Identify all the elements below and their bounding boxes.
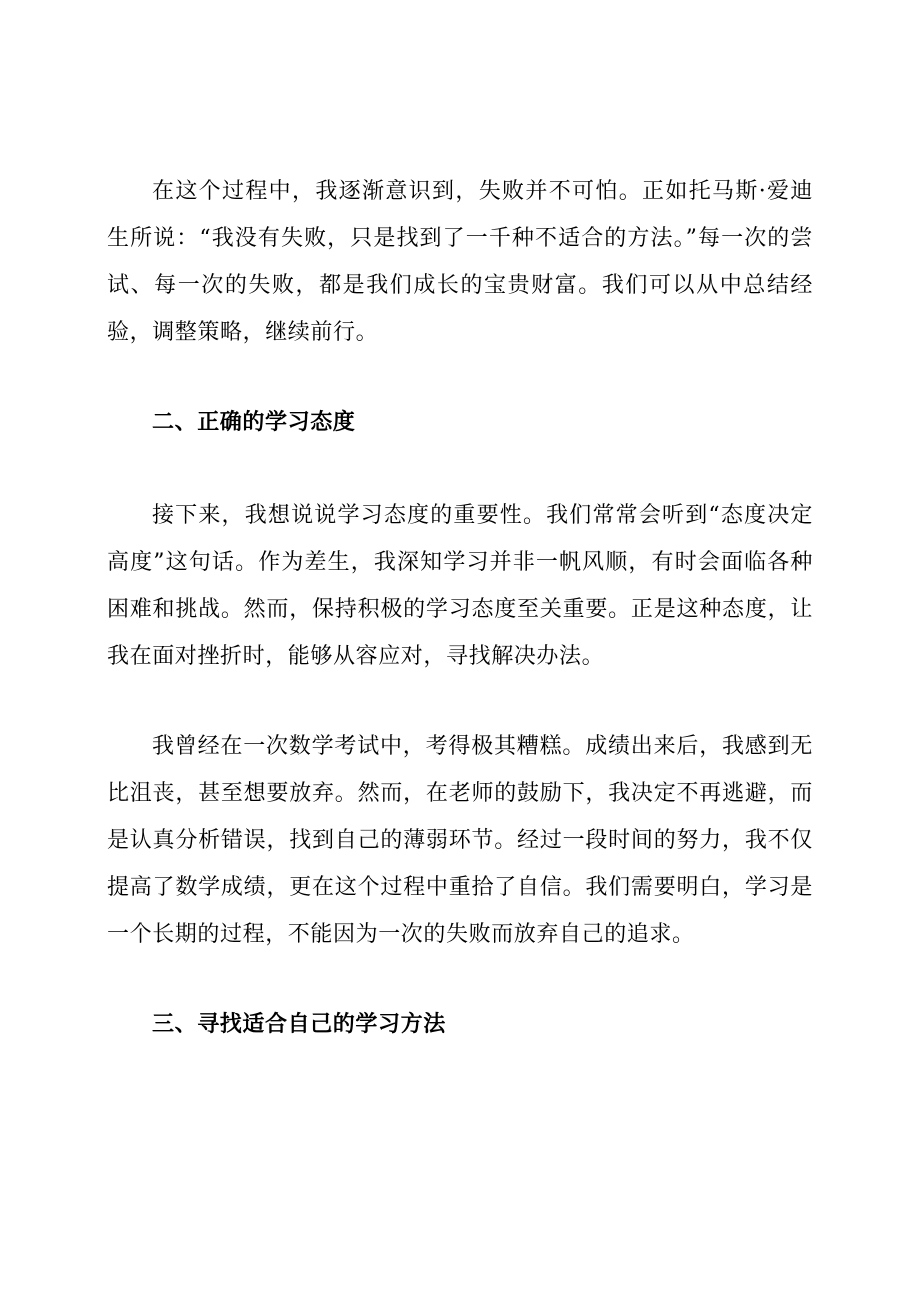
section-heading-attitude: 二、正确的学习态度 xyxy=(152,409,356,435)
document-page xyxy=(107,168,813,1048)
paragraph-math-exam: 我曾经在一次数学考试中，考得极其糟糕。成绩出来后，我感到无比沮丧，甚至想要放弃。然而，在老师的鼓励下，我决定不再逃避，而是认真分析错误，找到自己的薄弱环节。经过一段时间的努力，我不仅提高了数学成绩，更在这个过程中重拾了自信。我们需要明白，学习是一个长期的过程，不能因为一次的失败而放弃自己的追求。 xyxy=(107,734,813,947)
paragraph-failure-lesson: 在这个过程中，我逐渐意识到，失败并不可怕。正如托马斯·爱迪生所说：“我没有失败，只是找到了一千种不适合的方法。”每一次的尝试、每一次的失败，都是我们成长的宝贵财富。我们可以从中总结经验，调整策略，继续前行。 xyxy=(107,179,813,345)
paragraph-learning-attitude: 接下来，我想说说学习态度的重要性。我们常常会听到“态度决定高度”这句话。作为差生，我深知学习并非一帆风顺，有时会面临各种困难和挑战。然而，保持积极的学习态度至关重要。正是这种态度，让我在面对挫折时，能够从容应对，寻找解决办法。 xyxy=(107,503,813,669)
section-heading-methods: 三、寻找适合自己的学习方法 xyxy=(152,1011,446,1037)
